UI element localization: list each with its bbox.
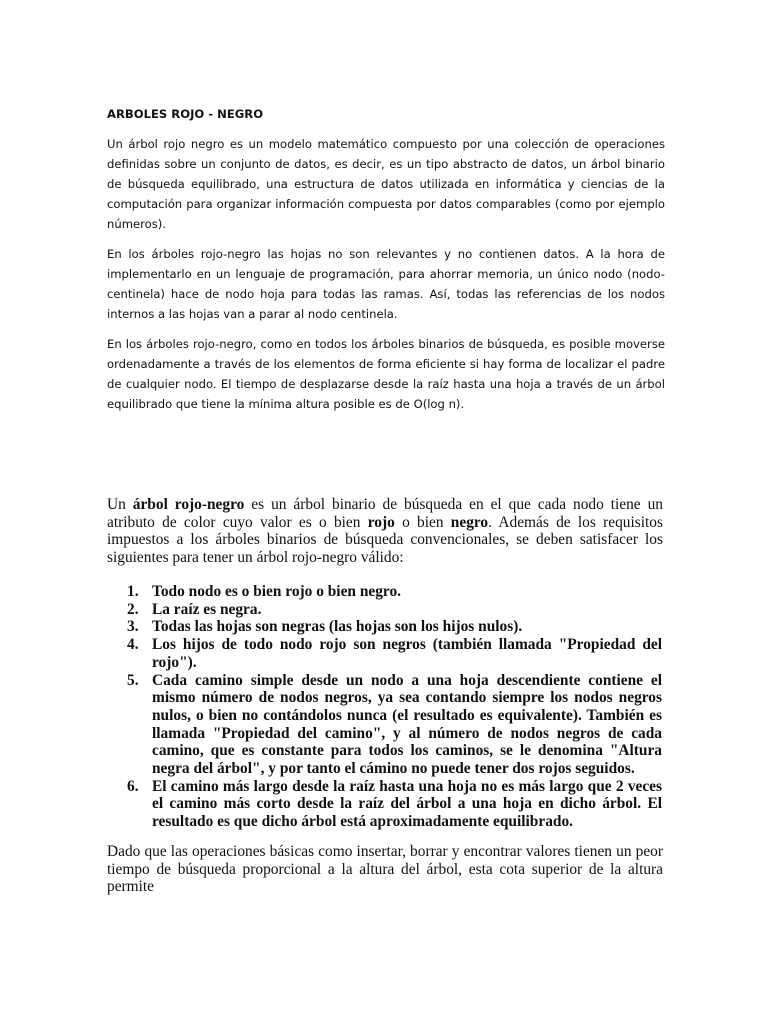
paragraph-traversal: En los árboles rojo-negro, como en todos los árboles binarios de búsqueda, es posible moverse ordenadamente a través de los elementos de forma eficiente si hay forma de localizar el padre de cualquier nodo. El tiempo de desplazarse desde la raíz hasta una hoja a través de un árbol equilibrado que tiene la mínima altura posible es de O(log n). bbox=[107, 337, 665, 411]
intro-text-3: o bien bbox=[394, 513, 451, 531]
paragraph-intro bbox=[107, 496, 663, 567]
list-item-number: 1. bbox=[127, 583, 139, 600]
paragraph-closing: Dado que las operaciones básicas como insertar, borrar y encontrar valores tienen un peor tiempo de búsqueda proporcional a la altura del árbol, esta cota superior de la altura permite bbox=[107, 843, 663, 896]
list-item bbox=[127, 600, 662, 619]
document-heading: ARBOLES ROJO - NEGRO bbox=[107, 107, 264, 121]
list-item-text: Todo nodo es o bien rojo o bien negro. bbox=[152, 583, 402, 600]
paragraph-leaves: En los árboles rojo-negro las hojas no son relevantes y no contienen datos. A la hora de implementarlo en un lenguaje de programación, para ahorrar memoria, un único nodo (nodo-centinela) hace de nodo hoja para todas las ramas. Así, todas las referencias de los nodos internos a las hojas van a parar al nodo centinela. bbox=[107, 247, 665, 321]
list-item-number: 6. bbox=[127, 777, 139, 795]
properties-list bbox=[127, 583, 662, 831]
list-item bbox=[127, 583, 662, 601]
intro-bold-term: árbol rojo-negro bbox=[132, 496, 245, 513]
paragraph-definition: Un árbol rojo negro es un modelo matemático compuesto por una colección de operaciones definidas sobre un conjunto de datos, es decir, es un tipo abstracto de datos, un árbol binario de búsqueda equilibrado, una estructura de datos utilizada en informática y ciencias de la computación para organizar información compuesta por datos comparables (como por ejemplo números). bbox=[107, 137, 665, 231]
list-item-number: 4. bbox=[127, 636, 139, 654]
intro-text-2: es un árbol binario de búsqueda en el que cada nodo tiene un atributo de color cuyo valor es o bien bbox=[107, 496, 663, 531]
list-item bbox=[127, 618, 662, 636]
list-item bbox=[127, 636, 662, 671]
list-item-text: El camino más largo desde la raíz hasta una hoja no es más largo que 2 veces el camino más corto desde la raíz del árbol a una hoja en dicho árbol. El resultado es que dicho árbol está aproximadamente equilibrado. bbox=[152, 777, 662, 831]
list-item-number: 3. bbox=[127, 618, 139, 636]
list-item-text: Todas las hojas son negras (las hojas son los hijos nulos). bbox=[152, 618, 523, 636]
list-item-number: 2. bbox=[127, 600, 139, 618]
intro-text-1: Un bbox=[107, 496, 133, 513]
list-item-number: 5. bbox=[127, 671, 139, 689]
list-item-text: Los hijos de todo nodo rojo son negros (también llamada "Propiedad del rojo"). bbox=[152, 636, 662, 671]
list-item-text: Cada camino simple desde un nodo a una hoja descendiente contiene el mismo número de nodos negros, ya sea contando siempre los nodos negros nulos, o bien no contándolos nunca (el resultado es equivalente). También es llamada "Propiedad del camino", y al número de nodos negros de cada camino, que es constante para todos los caminos, se le denomina "Altura negra del árbol", y por tanto el cámino no puede tener dos rojos seguidos. bbox=[152, 671, 662, 778]
list-item bbox=[127, 671, 662, 778]
list-item bbox=[127, 777, 662, 831]
intro-text-4: . Además de los requisitos impuestos a los árboles binarios de búsqueda convencionales, se deben satisfacer los siguientes para tener un árbol rojo-negro válido: bbox=[107, 513, 663, 567]
intro-bold-negro: negro bbox=[450, 513, 489, 531]
intro-bold-rojo: rojo bbox=[367, 513, 395, 531]
list-item-text: La raíz es negra. bbox=[152, 600, 262, 618]
